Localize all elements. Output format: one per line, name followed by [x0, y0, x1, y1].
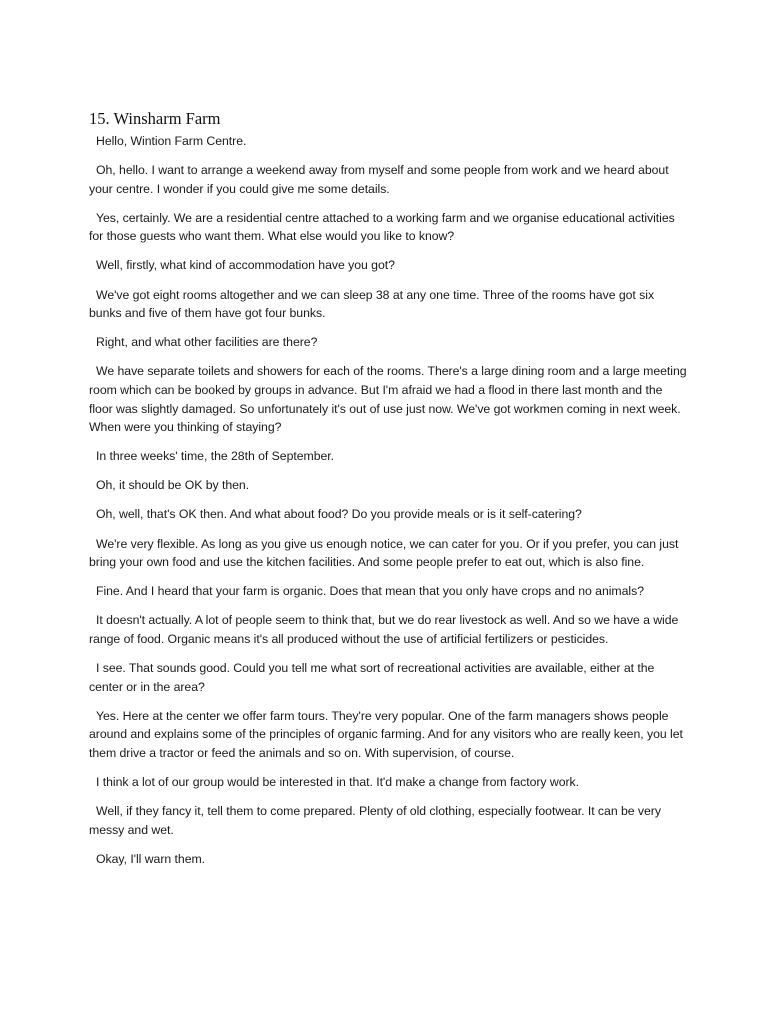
document-body [89, 132, 687, 879]
dialogue-paragraph: In three weeks' time, the 28th of September. [96, 449, 335, 464]
dialogue-paragraph: Well, if they fancy it, tell them to come prepared. Plenty of old clothing, especially footwear. It can be very messy and wet. [89, 804, 661, 837]
document-title: 15. Winsharm Farm [89, 109, 221, 128]
dialogue-paragraph: We have separate toilets and showers for each of the rooms. There's a large dining room and a large meeting room which can be booked by groups in advance. But I'm afraid we had a flood in there last month and the floor was slightly damaged. So unfortunately it's out of use just now. We've got workmen coming in next week. When were you thinking of staying? [89, 364, 687, 435]
dialogue-paragraph: Right, and what other facilities are there? [96, 335, 318, 350]
dialogue-paragraph: We're very flexible. As long as you give us enough notice, we can cater for you. Or if you prefer, you can just bring your own food and use the kitchen facilities. And some people prefer to eat out, which is also fine. [89, 536, 679, 570]
dialogue-paragraph: Oh, hello. I want to arrange a weekend away from myself and some people from work and we heard about your centre. I wonder if you could give me some details. [89, 163, 669, 196]
dialogue-paragraph: Oh, it should be OK by then. [96, 478, 250, 493]
dialogue-paragraph: Yes. Here at the center we offer farm tours. They're very popular. One of the farm managers shows people around and explains some of the principles of organic farming. And for any visitors who are really keen, you let them drive a tractor or feed the animals and so on. With supervision, of course. [89, 708, 683, 760]
dialogue-paragraph: Yes, certainly. We are a residential centre attached to a working farm and we organise educational activities for those guests who want them. What else would you like to know? [89, 210, 675, 244]
dialogue-paragraph: Oh, well, that's OK then. And what about food? Do you provide meals or is it self-catering? [96, 507, 582, 522]
dialogue-paragraph: Well, firstly, what kind of accommodation have you got? [96, 258, 395, 273]
dialogue-paragraph: Hello, Wintion Farm Centre. [96, 134, 247, 148]
dialogue-paragraph: Fine. And I heard that your farm is organic. Does that mean that you only have crops and no animals? [96, 584, 644, 599]
dialogue-paragraph: It doesn't actually. A lot of people seem to think that, but we do rear livestock as well. And so we have a wide range of food. Organic means it's all produced without the use of artificial fertilizers or pesticides. [89, 613, 679, 646]
dialogue-paragraph: I think a lot of our group would be interested in that. It'd make a change from factory work. [96, 774, 579, 789]
dialogue-paragraph: I see. That sounds good. Could you tell me what sort of recreational activities are available, either at the center or in the area? [89, 660, 655, 694]
dialogue-paragraph: Okay, I'll warn them. [96, 851, 206, 866]
dialogue-paragraph: We've got eight rooms altogether and we can sleep 38 at any one time. Three of the rooms have got six bunks and five of them have got four bunks. [89, 287, 655, 321]
